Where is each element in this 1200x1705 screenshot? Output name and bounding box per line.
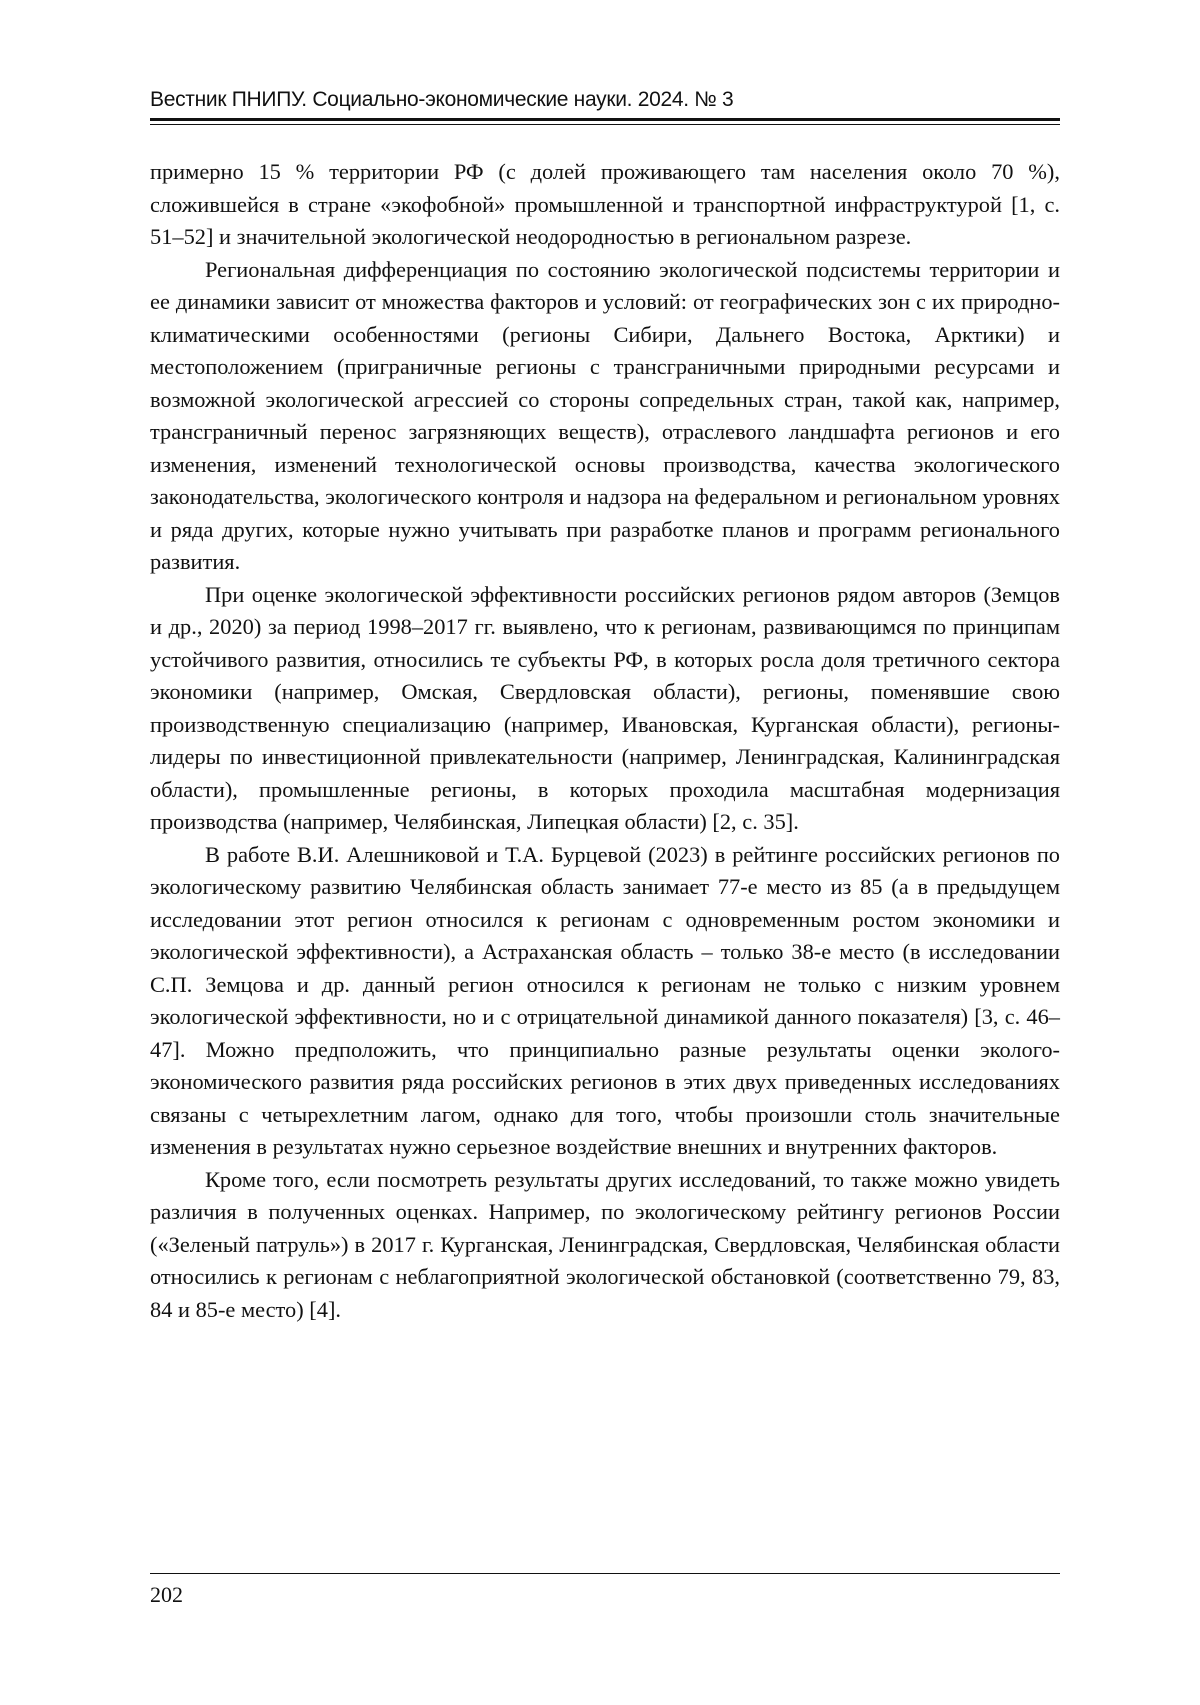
- header-rule-thin: [150, 124, 1060, 125]
- paragraph: При оценке экологической эффективности российских регионов рядом авторов (Земцов и др., 2020) за период 1998–2017 гг. выявлено, что к регионам, развивающимся по принципам устойчивого развития, относились те субъекты РФ, в которых росла доля третичного сектора экономики (например, Омская, Свердловская области), регионы, поменявшие свою производственную специализацию (например, Ивановская, Курганская области), регионы-лидеры по инвестиционной привлекательности (например, Ленинградская, Калининградская области), промышленные регионы, в которых проходила масштабная модернизация производства (например, Челябинская, Липецкая области) [2, с. 35].: [150, 579, 1060, 839]
- paragraph: Кроме того, если посмотреть результаты других исследований, то также можно увидеть различия в полученных оценках. Например, по экологическому рейтингу регионов России («Зеленый патруль») в 2017 г. Курганская, Ленинградская, Свердловская, Челябинская области относились к регионам с неблагоприятной экологической обстановкой (соответственно 79, 83, 84 и 85-е место) [4].: [150, 1164, 1060, 1327]
- footer-rule: [150, 1573, 1060, 1574]
- paragraph: В работе В.И. Алешниковой и Т.А. Бурцевой (2023) в рейтинге российских регионов по экологическому развитию Челябинская область занимает 77-е место из 85 (а в предыдущем исследовании этот регион относился к регионам с одновременным ростом экономики и экологической эффективности), а Астраханская область – только 38-е место (в исследовании С.П. Земцова и др. данный регион относился к регионам не только с низким уровнем экологической эффективности, но и с отрицательной динамикой данного показателя) [3, с. 46–47]. Можно предположить, что принципиально разные результаты оценки эколого-экономического развития ряда российских регионов в этих двух приведенных исследованиях связаны с четырехлетним лагом, однако для того, чтобы произошли столь значительные изменения в результатах нужно серьезное воздействие внешних и внутренних факторов.: [150, 839, 1060, 1164]
- paragraph-continuation: примерно 15 % территории РФ (с долей проживающего там населения около 70 %), сложившейся в стране «экофобной» промышленной и транспортной инфраструктурой [1, с. 51–52] и значительной экологической неодородностью в региональном разрезе.: [150, 156, 1060, 254]
- header-rule-thick: [150, 118, 1060, 121]
- page-number: 202: [150, 1582, 183, 1608]
- journal-header: Вестник ПНИПУ. Социально-экономические науки. 2024. № 3: [150, 88, 1060, 112]
- article-body: [150, 156, 1060, 1326]
- paragraph: Региональная дифференциация по состоянию экологической подсистемы территории и ее динамики зависит от множества факторов и условий: от географических зон с их природно-климатическими особенностями (регионы Сибири, Дальнего Востока, Арктики) и местоположением (приграничные регионы с трансграничными природными ресурсами и возможной экологической агрессией со стороны сопредельных стран, такой как, например, трансграничный перенос загрязняющих веществ), отраслевого ландшафта регионов и его изменения, изменений технологической основы производства, качества экологического законодательства, экологического контроля и надзора на федеральном и региональном уровнях и ряда других, которые нужно учитывать при разработке планов и программ регионального развития.: [150, 254, 1060, 579]
